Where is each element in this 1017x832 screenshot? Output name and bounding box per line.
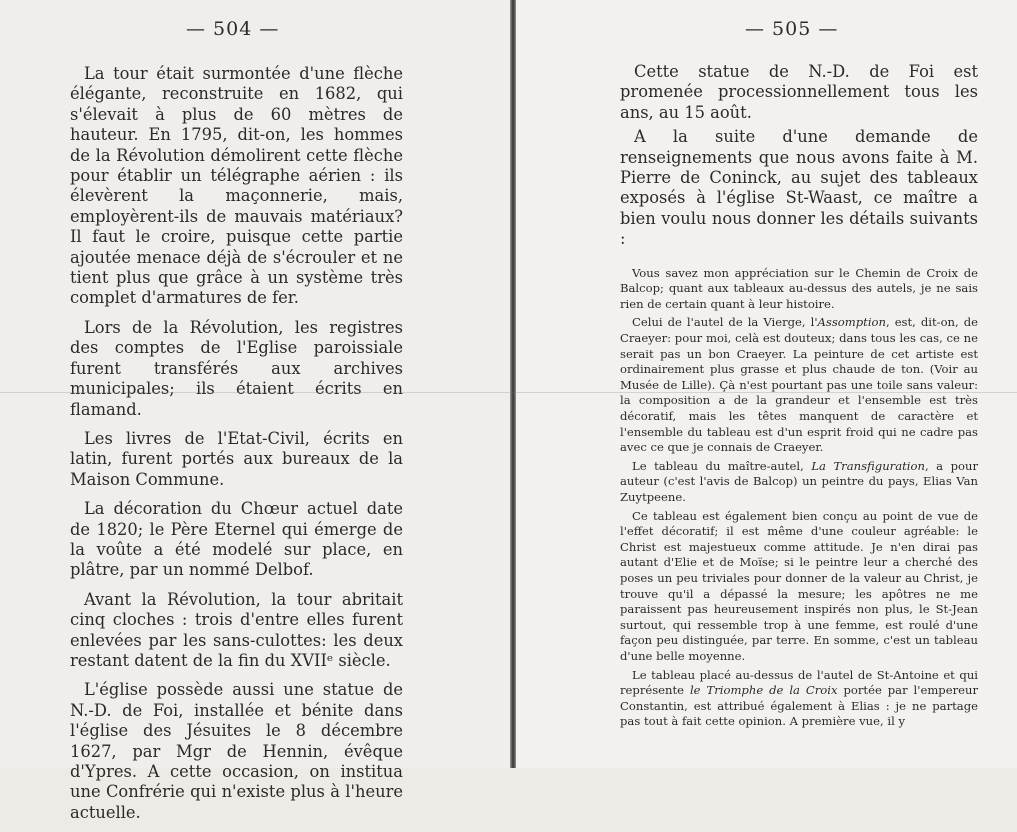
paragraph: Avant la Révolution, la tour abritait cinq cloches : trois d'entre elles furent enlevées par les sans-culottes: les deux restant datent de la fin du XVIIᵉ siècle. bbox=[70, 589, 403, 670]
paragraph: Lors de la Révolution, les registres des comptes de l'Eglise paroissiale furent transférés aux archives municipales; ils étaient écrits en flamand. bbox=[70, 317, 403, 419]
painting-title: Assomption bbox=[817, 315, 886, 330]
right-page bbox=[516, 0, 1017, 768]
quote-paragraph: Ce tableau est également bien conçu au point de vue de l'effet décoratif; il est même d'une couleur agréable: le Christ est majestueux comme attitude. Je n'en dirai pas autant d'Elie et de Moïse; si le peintre leur a cherché des poses un peu triviales pour donner de la valeur au Christ, je trouve qu'il a dépassé la mesure; les apôtres ne me paraissent pas heureusement inspirés non plus, le St-Jean surtout, qui ressemble trop à une femme, est roulé d'une façon peu distinguée, par terre. En somme, c'est un tableau d'une belle moyenne. bbox=[620, 508, 978, 663]
quote-paragraph: Celui de l'autel de la Vierge, l'Assomption, est, dit-on, de Craeyer: pour moi, celà est douteux; dans tous les cas, ce ne serait pas un bon Craeyer. La peinture de cet artiste est ordinairement plus grasse et plus chaude de ton. (Voir au Musée de Lille). Çà n'est pourtant pas une toile sans valeur: la composition a de la grandeur et l'ensemble est très décoratif, mais les têtes manquent de caractère et l'ensemble du tableau est d'un esprit froid qui ne cadre pas avec ce que je connais de Craeyer. bbox=[620, 315, 978, 455]
left-page bbox=[0, 0, 512, 822]
paragraph: A la suite d'une demande de renseignements que nous avons faite à M. Pierre de Coninck, au sujet des tableaux exposés à l'église St-Waast, ce maître a bien voulu nous donner les détails suivants : bbox=[620, 127, 978, 249]
letter-quote bbox=[620, 266, 978, 730]
painting-title: le Triomphe de la Croix bbox=[689, 683, 838, 698]
page-number-left: — 504 — bbox=[186, 18, 280, 40]
paragraph: La décoration du Chœur actuel date de 1820; le Père Eternel qui émerge de la voûte a été modelé sur place, en plâtre, par un nommé Delbof. bbox=[70, 499, 403, 580]
quote-paragraph: Vous savez mon appréciation sur le Chemin de Croix de Balcop; quant aux tableaux au-dessus des autels, je ne sais rien de certain quant à leur histoire. bbox=[620, 265, 978, 311]
painting-title: La Transfiguration bbox=[811, 458, 925, 473]
paragraph: Cette statue de N.-D. de Foi est promenée processionnellement tous les ans, au 15 août. bbox=[620, 62, 978, 122]
paragraph: Les livres de l'Etat-Civil, écrits en latin, furent portés aux bureaux de la Maison Commune. bbox=[70, 428, 403, 489]
quote-paragraph: Le tableau du maître-autel, La Transfiguration, a pour auteur (c'est l'avis de Balcop) un peintre du pays, Elias Van Zuytpeene. bbox=[620, 458, 978, 504]
scan-fold-line bbox=[0, 392, 1017, 393]
paragraph: La tour était surmontée d'une flèche élégante, reconstruite en 1682, qui s'élevait à plus de 60 mètres de hauteur. En 1795, dit-on, les hommes de la Révolution démolirent cette flèche pour établir un télégraphe aérien : ils élevèrent la maçonnerie, mais, employèrent-ils de mauvais matériaux? Il faut le croire, puisque cette partie ajoutée menace déjà de s'écrouler et ne tient plus que grâce à un système très complet d'armatures de fer. bbox=[70, 64, 403, 308]
page-number-right: — 505 — bbox=[745, 18, 839, 40]
paragraph: L'église possède aussi une statue de N.-D. de Foi, installée et bénite dans l'église des Jésuites le 8 décembre 1627, par Mgr de Hennin, évêque d'Ypres. A cette occasion, on institua une Confrérie qui n'existe plus à l'heure actuelle. bbox=[70, 680, 403, 822]
left-text-column bbox=[70, 64, 403, 832]
right-text-column bbox=[620, 62, 978, 733]
quote-paragraph: Le tableau placé au-dessus de l'autel de St-Antoine et qui représente le Triomphe de la Croix portée par l'empereur Constantin, est attribué également à Elias : je ne partage pas tout à fait cette opinion. A première vue, il y bbox=[620, 667, 979, 729]
